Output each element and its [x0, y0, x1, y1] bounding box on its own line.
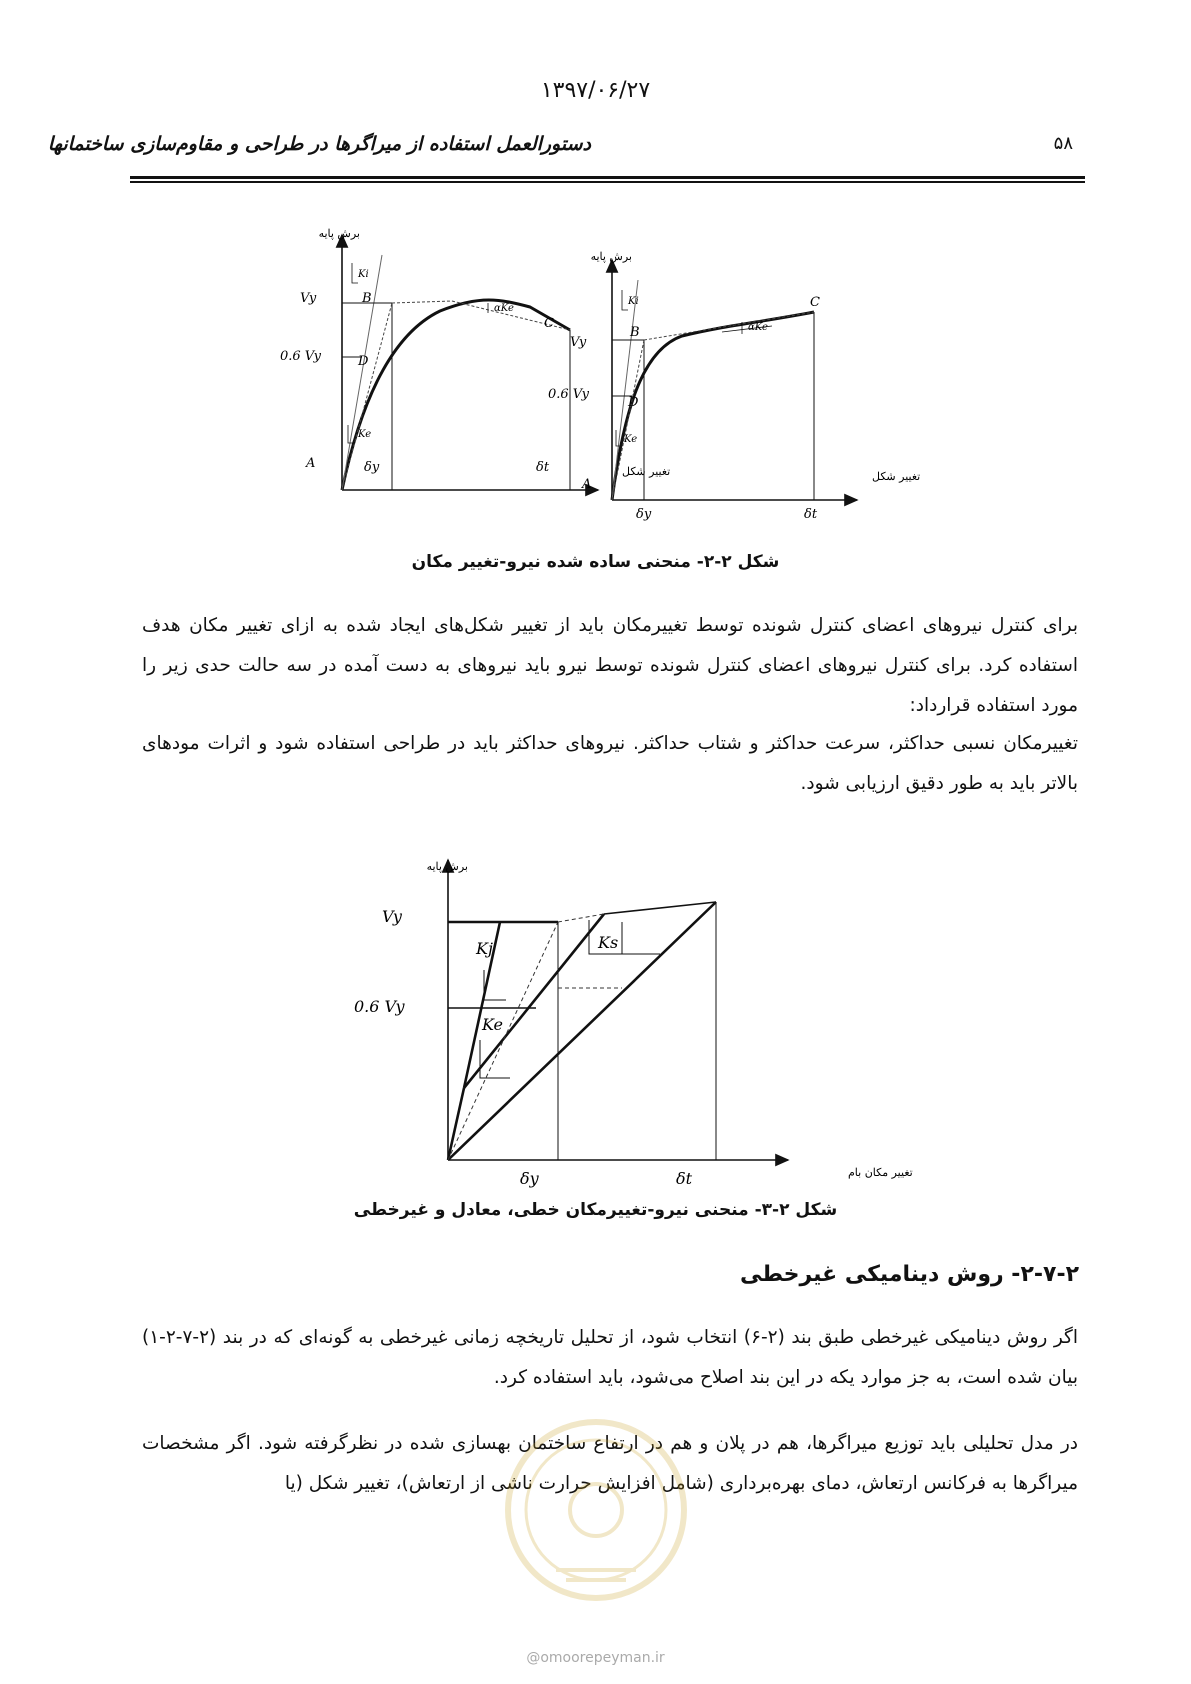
section-heading: ۲-۷-۲- روش دینامیکی غیرخطی [739, 1262, 1079, 1287]
watermark-seal [496, 1400, 696, 1620]
page-number: ۵۸ [1053, 133, 1073, 154]
watermark-url: @omoorepeyman.ir [526, 1650, 665, 1666]
right-ke-label: Ke [624, 434, 638, 445]
figure-2-2-caption: شکل ۲-۲- منحنی ساده شده نیرو-تغییر مکان [411, 552, 780, 572]
header-title: دستورالعمل استفاده از میراگرها در طراحی و مقاوم‌سازی ساختمانها [47, 133, 591, 155]
x-axis-label: تغییر مکان بام [848, 1166, 913, 1179]
left-06vy-label: 0.6 Vy [280, 349, 322, 364]
left-point-d: D [358, 354, 369, 369]
right-dy-label: δy [636, 507, 652, 522]
right-ki-label: Ki [628, 296, 639, 307]
dt-label: δt [676, 1169, 693, 1188]
paragraph-3: اگر روش دینامیکی غیرخطی طبق بند (۲-۶) انتخاب شود، از تحلیل تاریخچه زمانی غیرخطی به گونه‌ای که در بند (۲-۷-۲-۱) بیان شده است، به جز موارد یکه در این بند اصلاح می‌شود، باید استفاده کرد. [142, 1327, 1078, 1388]
paragraph-4: در مدل تحلیلی باید توزیع میراگرها، هم در پلان و هم در ارتفاع ساختمان بهسازی شده در نظرگرفته شود. اگر مشخصات میراگرها به فرکانس ارتعاش، دمای بهره‌برداری (شامل افزایش حرارت ناشی از ارتعاش)، تغییر شکل (یا [142, 1433, 1078, 1494]
right-point-c: C [810, 295, 820, 310]
right-y-axis-label: برش پایه [590, 250, 632, 263]
left-ki-label: Ki [358, 269, 369, 280]
ke-triangle [480, 1040, 510, 1078]
right-force-displacement-plot [548, 250, 920, 522]
right-06vy-label: 0.6 Vy [548, 387, 590, 402]
post-yield-line [604, 902, 716, 914]
right-post-yield-line [644, 312, 814, 340]
figure-2-2 [280, 215, 940, 535]
ks-triangle-top [622, 922, 660, 954]
left-x-axis-label: تغییر شکل [622, 465, 671, 478]
paragraph-1: برای کنترل نیروهای اعضای کنترل شونده توسط تغییرمکان باید از تغییر شکل‌های ایجاد شده به ازای تغییر مکان هدف استفاده کرد. برای کنترل نیروهای اعضای کنترل شونده توسط نیرو باید نیروهای به دست آمده در سه حالت حدی زیر را مورد استفاده قرارداد: [142, 615, 1078, 716]
header-date: ۱۳۹۷/۰۶/۲۷ [540, 78, 651, 103]
ke-label: Ke [482, 1015, 503, 1034]
initial-line [448, 1088, 464, 1160]
left-point-c: C [544, 316, 554, 331]
right-point-b: B [630, 325, 640, 340]
left-ke-label: Ke [358, 429, 372, 440]
left-point-b: B [362, 291, 372, 306]
right-point-d: D [628, 395, 639, 410]
right-vy-label: Vy [570, 335, 587, 350]
y-axis-label: برش پایه [426, 860, 468, 873]
left-post-yield-line [392, 301, 452, 303]
header-rule-thin [130, 181, 1085, 183]
left-point-a: A [306, 456, 316, 471]
figure-2-3 [354, 850, 913, 1190]
left-dy-label: δy [364, 460, 380, 475]
header-rule [130, 176, 1085, 179]
right-dt-label: δt [804, 507, 818, 522]
figure-2-3-caption: شکل ۲-۳- منحنی نیرو-تغییرمکان خطی، معادل و غیرخطی [353, 1200, 838, 1220]
vy-label: Vy [382, 907, 402, 926]
left-vy-label: Vy [300, 291, 317, 306]
right-point-a: A [582, 477, 592, 492]
06vy-label: 0.6 Vy [354, 997, 405, 1016]
right-x-axis-label: تغییر شکل [872, 470, 921, 483]
left-y-axis-label: برش پایه [318, 227, 360, 240]
kj-label: Kj [476, 939, 493, 958]
left-dt-label: δt [536, 460, 550, 475]
right-ake-label: αKe [748, 322, 768, 333]
paragraph-2: تغییرمکان نسبی حداکثر، سرعت حداکثر و شتاب حداکثر. نیروهای حداکثر باید در طراحی استفاده شود و اثرات مودهای بالاتر باید به طور دقیق ارزیابی شود. [142, 733, 1078, 794]
ks-label: Ks [598, 933, 619, 952]
left-ake-label: αKe [494, 303, 514, 314]
dy-label: δy [520, 1169, 539, 1188]
